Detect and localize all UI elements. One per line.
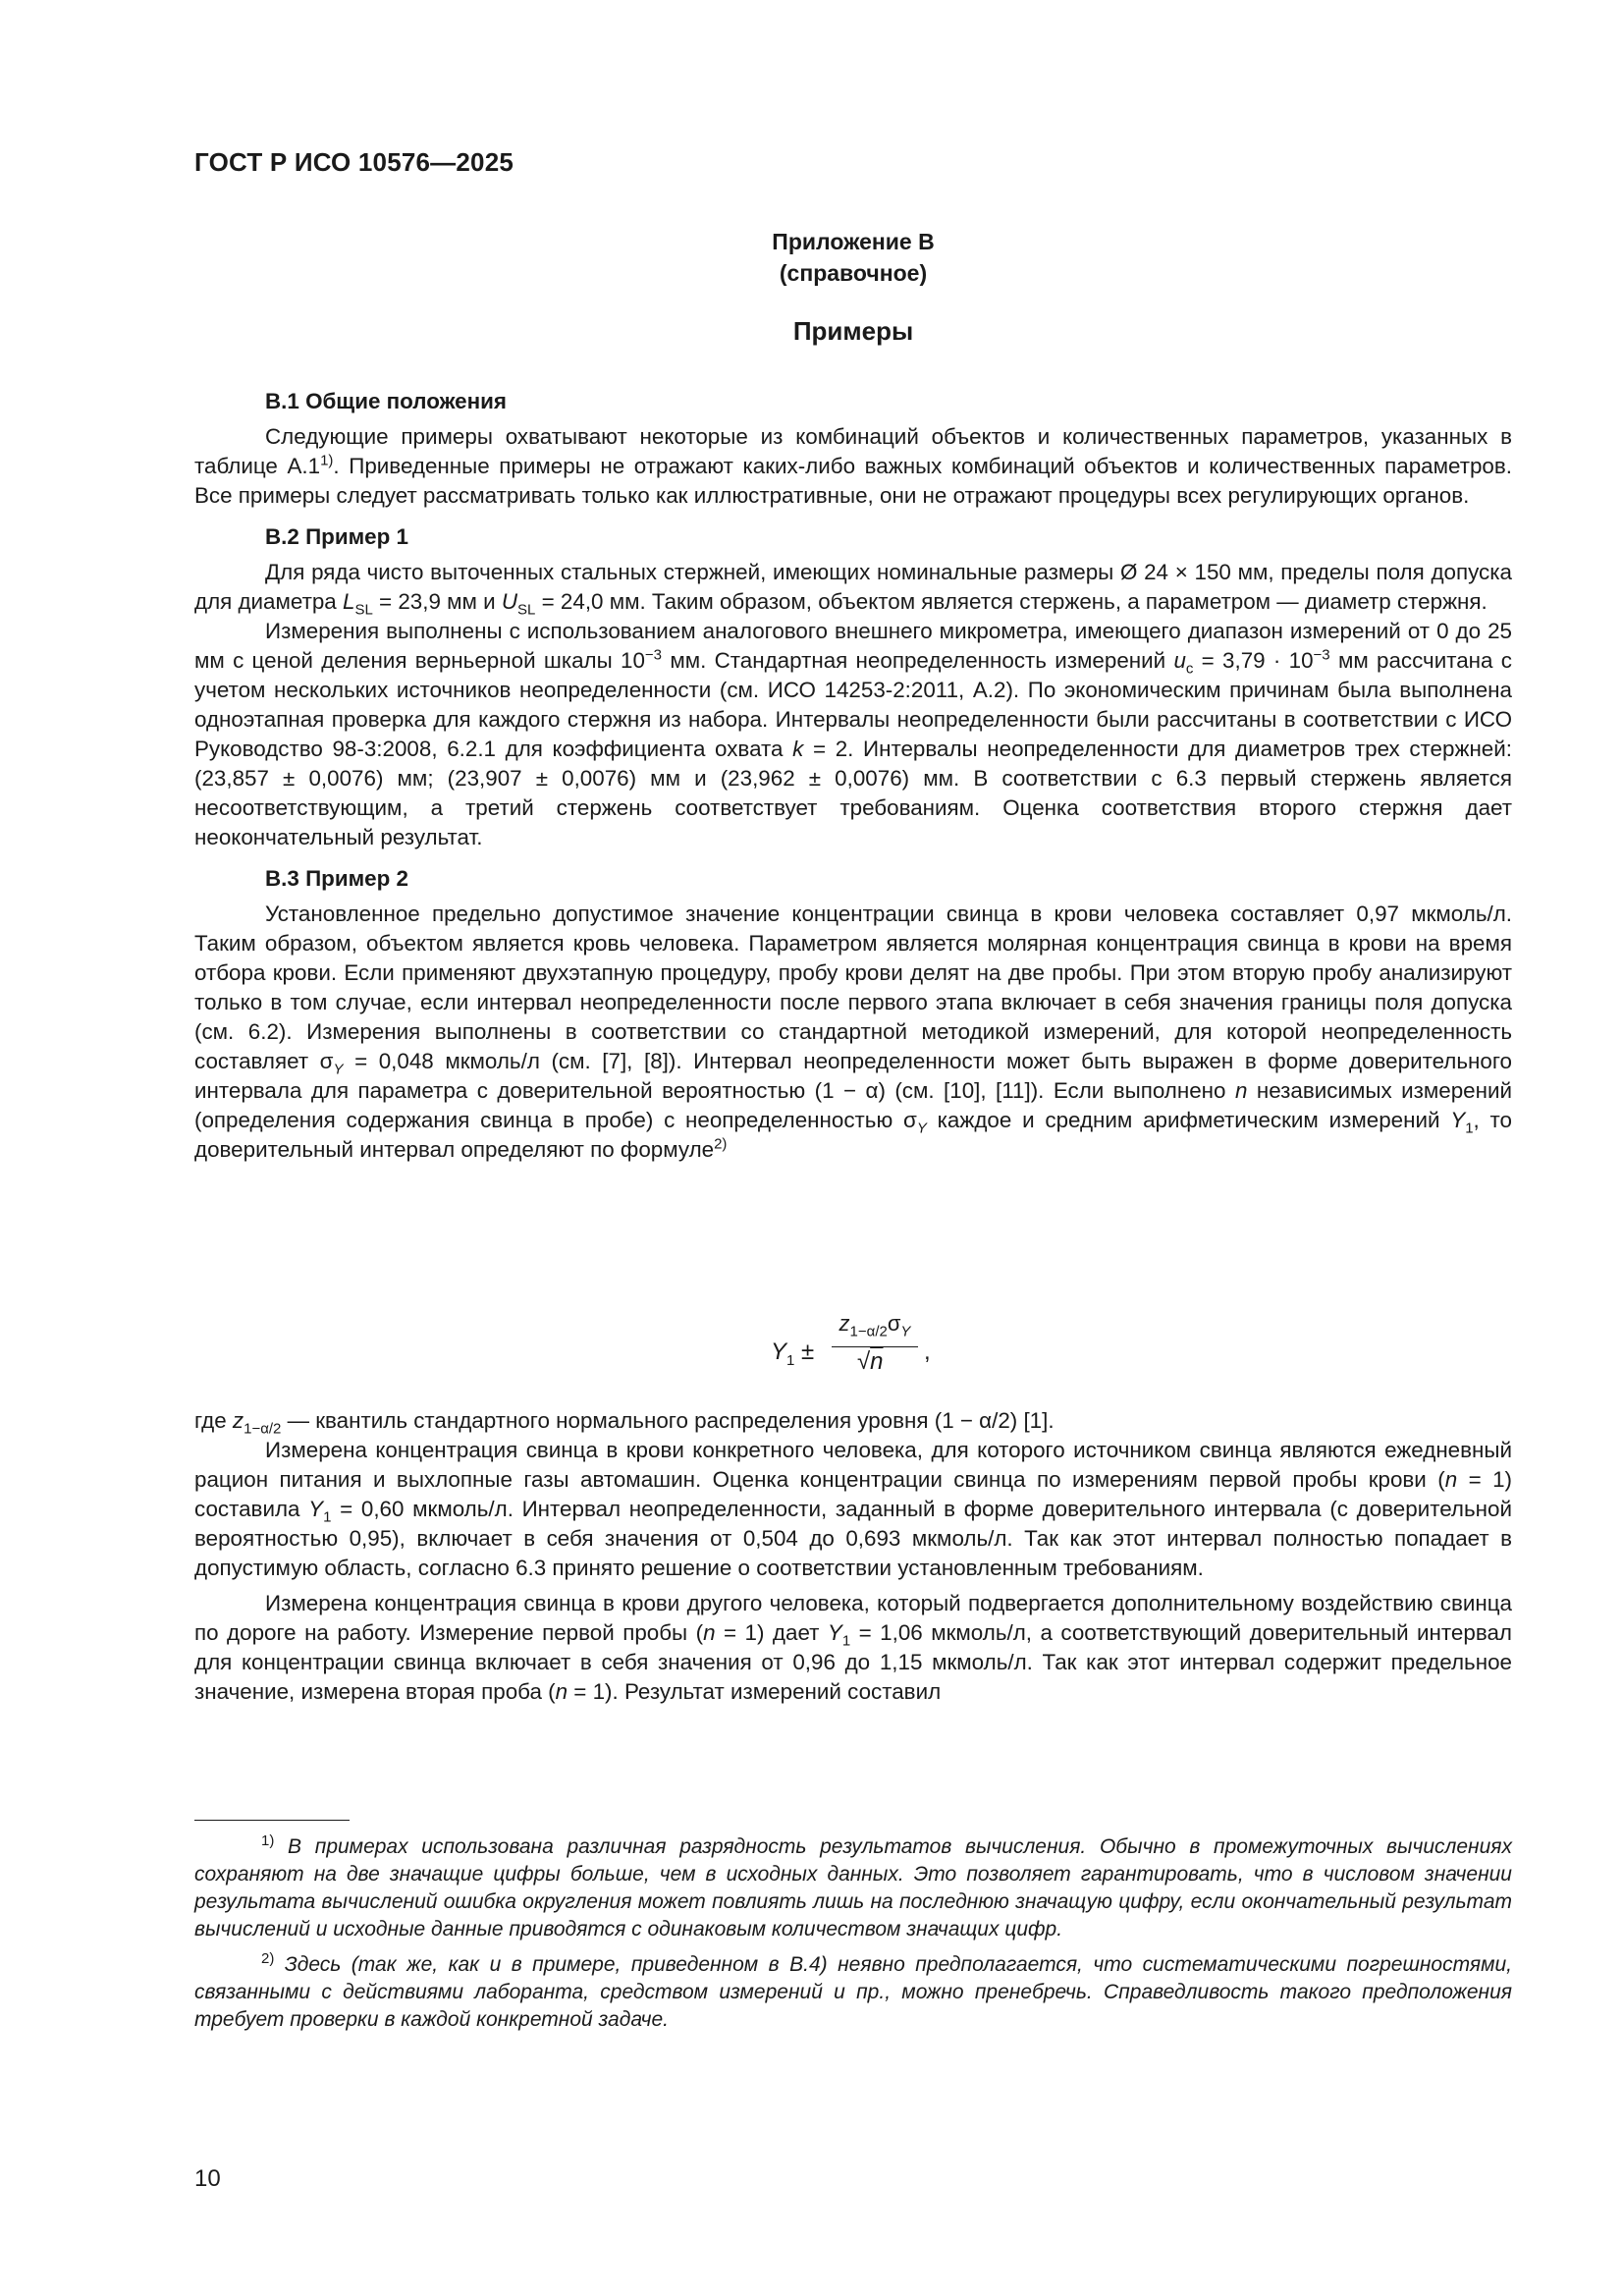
formula-denominator: √n: [857, 1348, 884, 1375]
footnotes: [194, 1833, 1512, 2042]
section-heading-b2: В.2 Пример 1: [265, 524, 408, 549]
formula-lead: $Y_1$ ±: [771, 1339, 815, 1369]
paragraph-b3-2: Измерена концентрация свинца в крови конкретного человека, для которого источником свинца являются ежедневный рацион питания и выхлопные газы автомашин. Оценка концентрации свинца по измерениям первой пробы крови (n = 1) составила $Y_1 = 0,60$ мкмоль/л. Интервал неопределенности, заданный в форме доверительного интервала (с доверительной вероятностью 0,95), включает в себя значения от 0,504 до 0,693 мкмоль/л. Так как этот интервал полностью попадает в допустимую область, согласно 6.3 принято решение о соответствии установленным требованиям.: [194, 1438, 1512, 1580]
footnote-1: $^{1)}$ В примерах использована различная разрядность результатов вычисления. Обычно в промежуточных вычислениях сохраняют на две значащие цифры больше, чем в исходных данных. Это позволяет гарантировать, что в числовом значении результата вычислений ошибка округления может повлиять лишь на последнюю значащую цифру, если окончательный результат вычислений и исходные данные приводятся с одинаковым количеством значащих цифр.: [194, 1832, 1512, 1941]
formula-numerator: $z_{1-\alpha/2}\sigma_Y$: [839, 1311, 911, 1340]
formula-fraction-bar: [832, 1346, 918, 1347]
main-text-continued: [194, 1406, 1512, 1707]
section-heading-b3: В.3 Пример 2: [265, 866, 408, 891]
footnote-2: $^{2)}$ Здесь (так же, как и в примере, приведенном в В.4) неявно предполагается, что систематическими погрешностями, связанными с действиями лаборанта, средством измерений и пр., можно пренебречь. Справедливость такого предположения требует проверки в каждой конкретной задаче.: [194, 1950, 1512, 2031]
formula-comma: ,: [924, 1339, 931, 1365]
page-number: 10: [194, 2165, 221, 2192]
footnote-separator: [194, 1820, 350, 1821]
annex-title: Приложение В: [772, 229, 935, 254]
paragraph-b1: Следующие примеры охватывают некоторые из комбинаций объектов и количественных параметров, указанных в таблице А.1$^{1)}$. Приведенные примеры не отражают каких-либо важных комбинаций объектов и количественных параметров. Все примеры следует рассматривать только как иллюстративные, они не отражают процедуры всех регулирующих органов.: [194, 424, 1512, 508]
formula-explanation: где $z_{1-\alpha/2}$ — квантиль стандартного нормального распределения уровня (1 − α/2) [1].: [194, 1408, 1055, 1438]
annex-kind: (справочное): [779, 260, 928, 286]
paragraph-b3-3: Измерена концентрация свинца в крови другого человека, который подвергается дополнительному воздействию свинца по дороге на работу. Измерение первой пробы (n = 1) дает $Y_1 = 1,06$ мкмоль/л, а соответствующий доверительный интервал для концентрации свинца включает в себя значения от 0,96 до 1,15 мкмоль/л. Так как этот интервал содержит предельное значение, измерена вторая проба (n = 1). Результат измерений составил: [194, 1591, 1512, 1704]
paragraph-b3-1: Установленное предельно допустимое значение концентрации свинца в крови человека составляет 0,97 мкмоль/л. Таким образом, объектом является кровь человека. Параметром является молярная концентрация свинца в крови на время отбора крови. Если применяют двухэтапную процедуру, пробу крови делят на две пробы. При этом вторую пробу анализируют только в том случае, если интервал неопределенности после первого этапа включает в себя значения границы поля допуска (см. 6.2). Измерения выполнены в соответствии со стандартной методикой измерений, для которой неопределенность составляет $\sigma_Y = 0,048$ мкмоль/л (см. [7], [8]). Интервал неопределенности может быть выражен в форме доверительного интервала для параметра с доверительной вероятностью (1 − α) (см. [10], [11]). Если выполнено n независимых измерений (определения содержания свинца в пробе) с неопределенностью $\sigma_Y$ каждое и средним арифметическим измерений $Y_1$, то доверительный интервал определяют по формуле$^{2)}$: [194, 902, 1513, 1162]
section-heading-b1: В.1 Общие положения: [265, 389, 507, 413]
annex-name: Примеры: [792, 316, 914, 346]
standard-designation: ГОСТ Р ИСО 10576—2025: [194, 147, 514, 177]
paragraph-b2-1: Для ряда чисто выточенных стальных стержней, имеющих номинальные размеры Ø 24 × 150 мм, пределы поля допуска для диаметра $L_{SL} = 23,9$ мм и $U_{SL} = 24,0$ мм. Таким образом, объектом является стержень, а параметром — диаметр стержня.: [194, 560, 1512, 619]
confidence-interval-formula: [771, 1311, 947, 1380]
main-text: [194, 387, 1512, 1165]
paragraph-b2-2: Измерения выполнены с использованием аналогового внешнего микрометра, имеющего диапазон измерений от 0 до 25 мм с ценой деления верньерной шкалы $10^{-3}$ мм. Стандартная неопределенность измерений $u_c = 3,79 \cdot 10^{-3}$ мм рассчитана с учетом нескольких источников неопределенности (см. ИСО 14253-2:2011, А.2). По экономическим причинам была выполнена одноэтапная проверка для каждого стержня из набора. Интервалы неопределенности были рассчитаны в соответствии с ИСО Руководство 98-3:2008, 6.2.1 для коэффициента охвата k = 2. Интервалы неопределенности для диаметров трех стержней: (23,857 ± 0,0076) мм; (23,907 ± 0,0076) мм и (23,962 ± 0,0076) мм. В соответствии с 6.3 первый стержень является несоответствующим, а третий стержень соответствует требованиям. Оценка соответствия второго стержня дает неокончательный результат.: [194, 619, 1512, 849]
